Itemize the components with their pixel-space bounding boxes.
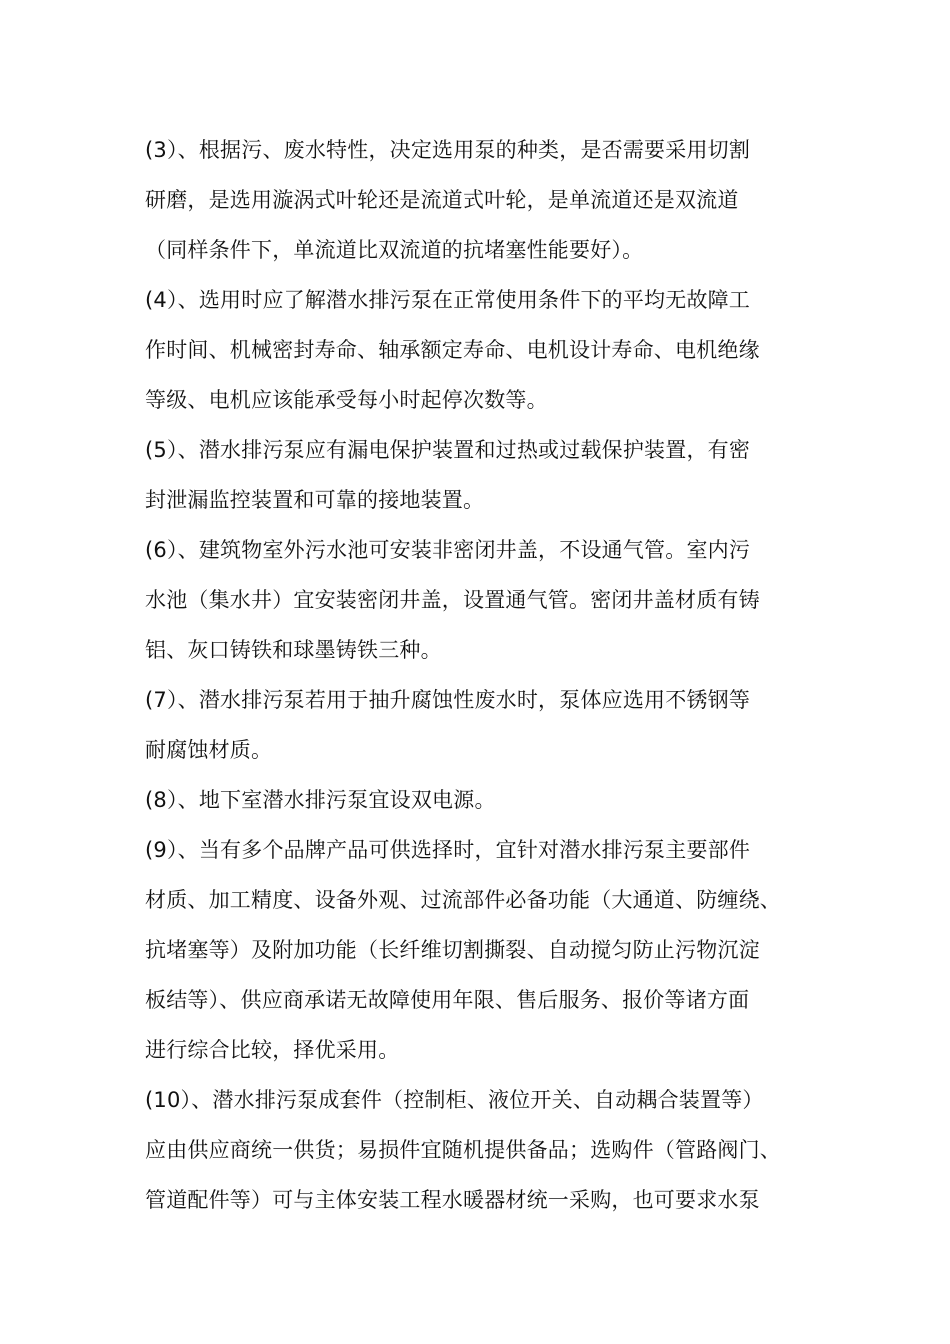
text-line: 水池（集水井）宜安装密闭井盖，设置通气管。密闭井盖材质有铸 bbox=[145, 588, 760, 612]
text-line: 作时间、机械密封寿命、轴承额定寿命、电机设计寿命、电机绝缘 bbox=[145, 338, 760, 362]
text-line: (9）、当有多个品牌产品可供选择时，宜针对潜水排污泵主要部件 bbox=[145, 838, 751, 862]
text-line: (10）、潜水排污泵成套件（控制柜、液位开关、自动耦合装置等） bbox=[145, 1088, 764, 1112]
text-line: 管道配件等）可与主体安装工程水暖器材统一采购，也可要求水泵 bbox=[145, 1188, 760, 1212]
text-line: 耐腐蚀材质。 bbox=[145, 738, 273, 762]
text-line: 研磨，是选用漩涡式叶轮还是流道式叶轮，是单流道还是双流道 bbox=[145, 188, 739, 212]
text-line: 封泄漏监控装置和可靠的接地装置。 bbox=[145, 488, 485, 512]
text-line: （同样条件下，单流道比双流道的抗堵塞性能要好）。 bbox=[145, 238, 644, 262]
text-line: (8）、地下室潜水排污泵宜设双电源。 bbox=[145, 788, 496, 812]
text-line: (3）、根据污、废水特性，决定选用泵的种类，是否需要采用切割 bbox=[145, 138, 751, 162]
body-text bbox=[145, 125, 825, 1225]
text-line: 板结等）、供应商承诺无故障使用年限、售后服务、报价等诸方面 bbox=[145, 988, 750, 1012]
text-line: (5）、潜水排污泵应有漏电保护装置和过热或过载保护装置，有密 bbox=[145, 438, 751, 462]
text-line: (6）、建筑物室外污水池可安装非密闭井盖，不设通气管。室内污 bbox=[145, 538, 751, 562]
text-line: (4）、选用时应了解潜水排污泵在正常使用条件下的平均无故障工 bbox=[145, 288, 751, 312]
text-line: 抗堵塞等）及附加功能（长纤维切割撕裂、自动搅匀防止污物沉淀 bbox=[145, 938, 760, 962]
text-line: 材质、加工精度、设备外观、过流部件必备功能（大通道、防缠绕、 bbox=[145, 888, 781, 912]
text-line: 等级、电机应该能承受每小时起停次数等。 bbox=[145, 388, 548, 412]
text-line: 应由供应商统一供货；易损件宜随机提供备品；选购件（管路阀门、 bbox=[145, 1138, 781, 1162]
text-line: 进行综合比较，择优采用。 bbox=[145, 1038, 400, 1062]
text-line: 铝、灰口铸铁和球墨铸铁三种。 bbox=[145, 638, 442, 662]
text-line: (7）、潜水排污泵若用于抽升腐蚀性废水时，泵体应选用不锈钢等 bbox=[145, 688, 751, 712]
